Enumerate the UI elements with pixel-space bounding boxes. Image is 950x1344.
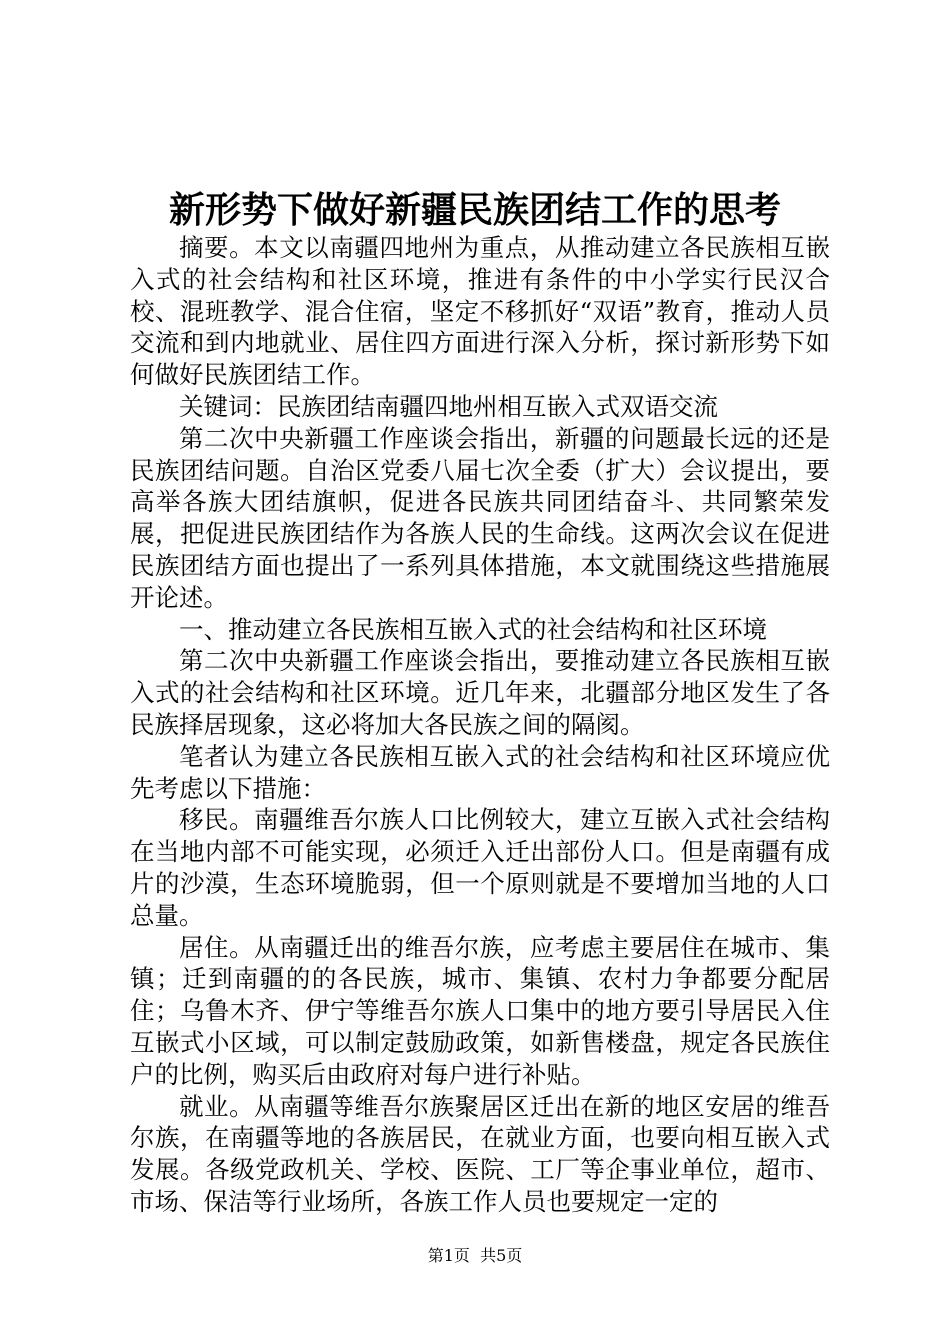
body-paragraph: 笔者认为建立各民族相互嵌入式的社会结构和社区环境应优先考虑以下措施： [130, 741, 830, 803]
page-total: 共5页 [480, 1246, 523, 1265]
body-paragraph: 就业。从南疆等维吾尔族聚居区迁出在新的地区安居的维吾尔族，在南疆等地的各族居民，在就业方面，也要向相互嵌入式发展。各级党政机关、学校、医院、工厂等企事业单位，超市、市场、保洁等行业场所，各族工作人员也要规定一定的 [130, 1091, 830, 1216]
abstract-paragraph: 摘要。本文以南疆四地州为重点，从推动建立各民族相互嵌入式的社会结构和社区环境，推进有条件的中小学实行民汉合校、混班教学、混合住宿，坚定不移抓好“双语”教育，推动人员交流和到内地就业、居住四方面进行深入分析，探讨新形势下如何做好民族团结工作。 [130, 233, 830, 390]
body-paragraph: 第二次中央新疆工作座谈会指出，新疆的问题最长远的还是民族团结问题。自治区党委八届七次全委（扩大）会议提出，要高举各族大团结旗帜，促进各民族共同团结奋斗、共同繁荣发展，把促进民族团结作为各族人民的生命线。这两次会议在促进民族团结方面也提出了一系列具体措施，本文就围绕这些措施展开论述。 [130, 423, 830, 612]
footer-spacer [470, 1246, 480, 1265]
body-paragraph: 移民。南疆维吾尔族人口比例较大，建立互嵌入式社会结构在当地内部不可能实现，必须迁入迁出部份人口。但是南疆有成片的沙漠，生态环境脆弱，但一个原则就是不要增加当地的人口总量。 [130, 805, 830, 930]
body-paragraph: 居住。从南疆迁出的维吾尔族，应考虑主要居住在城市、集镇；迁到南疆的的各民族，城市、集镇、农村力争都要分配居住；乌鲁木齐、伊宁等维吾尔族人口集中的地方要引导居民入住互嵌式小区域，可以制定鼓励政策，如新售楼盘，规定各民族住户的比例，购买后由政府对每户进行补贴。 [130, 932, 830, 1089]
keywords-paragraph: 关键词：民族团结南疆四地州相互嵌入式双语交流 [179, 391, 718, 421]
document-title: 新形势下做好新疆民族团结工作的思考 [168, 189, 781, 231]
page-footer [0, 1245, 950, 1267]
page-number: 第1页 [427, 1246, 470, 1265]
body-paragraph: 第二次中央新疆工作座谈会指出，要推动建立各民族相互嵌入式的社会结构和社区环境。近几年来，北疆部分地区发生了各民族择居现象，这必将加大各民族之间的隔阂。 [130, 646, 830, 739]
section-heading: 一、推动建立各民族相互嵌入式的社会结构和社区环境 [179, 614, 767, 644]
document-body [130, 232, 830, 1218]
